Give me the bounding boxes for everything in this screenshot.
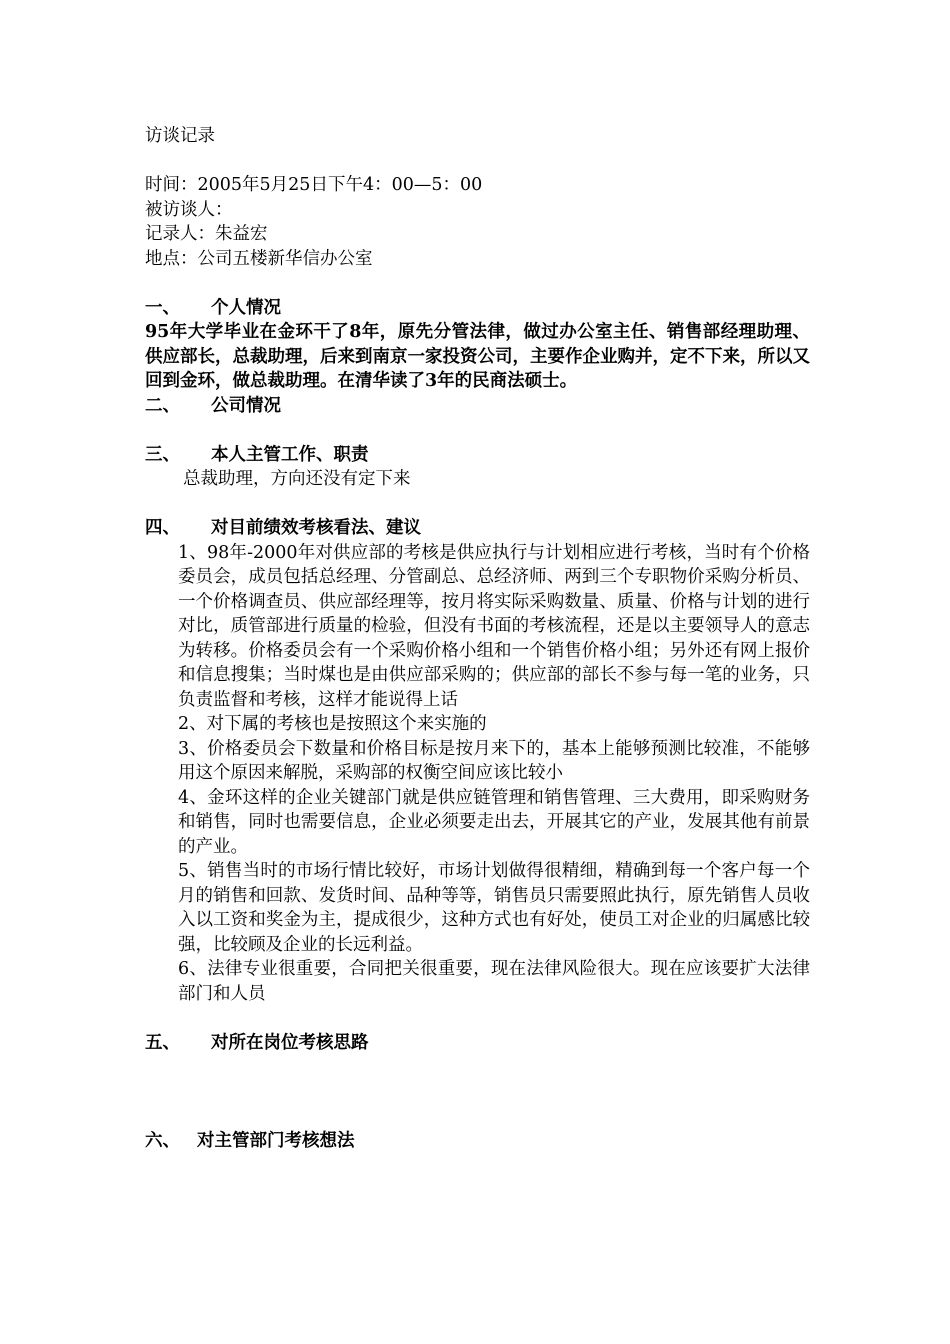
list-item: 5、销售当时的市场行情比较好，市场计划做得很精细，精确到每一个客户每一个月的销售和回款、发货时间、品种等等，销售员只需要照此执行，原先销售人员收入以工资和奖金为主，提成很少，这种方式也有好处，使员工对企业的归属感比较强，比较顾及企业的长远利益。 — [178, 861, 810, 955]
list-item: 6、法律专业很重要，合同把关很重要，现在法律风险很大。现在应该要扩大法律部门和人员 — [178, 959, 810, 1004]
list-item: 1、98年-2000年对供应部的考核是供应执行与计划相应进行考核，当时有个价格委员会，成员包括总经理、分管副总、总经济师、两到三个专职物价采购分析员、一个价格调查员、供应部经理等，按月将实际采购数量、质量、价格与计划的进行对比，质管部进行质量的检验，但没有书面的考核流程，还是以主要领导人的意志为转移。价格委员会有一个采购价格小组和一个销售价格小组；另外还有网上报价和信息搜集；当时煤也是由供应部采购的；供应部的部长不参与每一笔的业务，只负责监督和考核，这样才能说得上话 — [178, 542, 810, 710]
section-number: 二、 — [145, 395, 180, 416]
section-number: 六、 — [145, 1130, 180, 1151]
section-title: 本人主管工作、职责 — [211, 444, 369, 465]
section-6-heading — [145, 1129, 810, 1154]
section-1-heading — [145, 296, 810, 321]
section-5-heading — [145, 1031, 810, 1056]
section-title: 个人情况 — [211, 297, 281, 318]
section-title: 对主管部门考核想法 — [197, 1130, 355, 1151]
section-number: 三、 — [145, 444, 180, 465]
meta-recorder: 记录人：朱益宏 — [145, 224, 268, 244]
section-number: 一、 — [145, 297, 180, 318]
meta-location: 地点：公司五楼新华信办公室 — [145, 248, 373, 269]
list-item: 4、金环这样的企业关键部门就是供应链管理和销售管理、三大费用，即采购财务和销售，同时也需要信息，企业必须要走出去，开展其它的产业，发展其他有前景的产业。 — [178, 787, 810, 857]
list-item: 3、价格委员会下数量和价格目标是按月来下的，基本上能够预测比较准，不能够用这个原因来解脱，采购部的权衡空间应该比较小 — [178, 738, 810, 783]
document-page — [145, 124, 810, 1153]
section-number: 五、 — [145, 1032, 180, 1053]
list-item: 2、对下属的考核也是按照这个来实施的 — [178, 714, 487, 734]
meta-time: 时间：2005年5月25日下午4：00—5：00 — [145, 175, 483, 195]
section-title: 对所在岗位考核思路 — [211, 1032, 369, 1053]
section-number: 四、 — [145, 518, 180, 538]
section-3-heading — [145, 443, 810, 468]
section-4-heading — [145, 516, 810, 541]
section-title: 对目前绩效考核看法、建议 — [211, 518, 421, 538]
section-1-body: 95年大学毕业在金环干了8年，原先分管法律，做过办公室主任、销售部经理助理、供应部长，总裁助理，后来到南京一家投资公司，主要作企业购并，定不下来，所以又回到金环，做总裁助理。在清华读了3年的民商法硕士。 — [145, 322, 810, 391]
section-2-heading — [145, 394, 810, 419]
document-title: 访谈记录 — [145, 126, 215, 146]
section-title: 公司情况 — [211, 395, 281, 416]
meta-interviewee: 被访谈人： — [145, 199, 233, 220]
section-3-body: 总裁助理，方向还没有定下来 — [183, 469, 411, 489]
